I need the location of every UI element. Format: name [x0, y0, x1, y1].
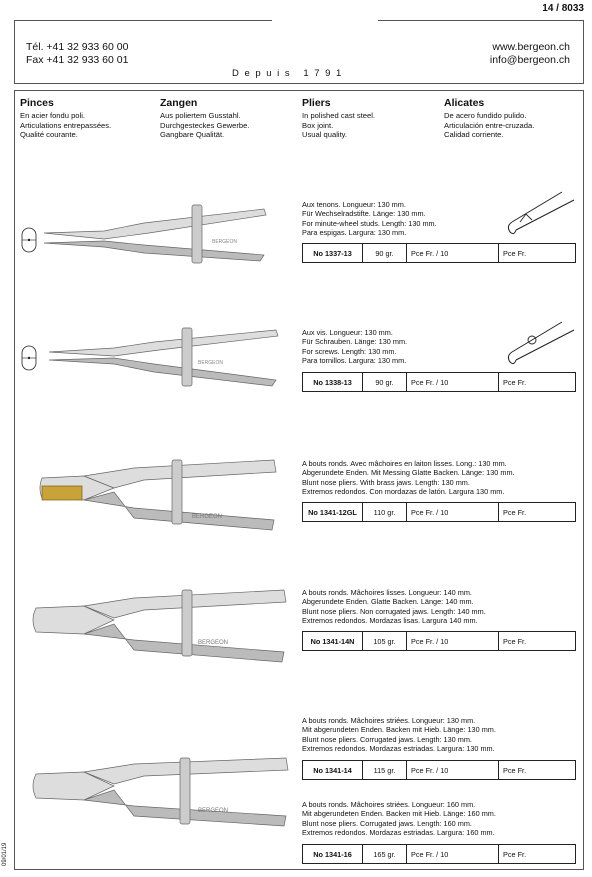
desc-line: A bouts ronds. Mâchoires striées. Longueur: 130 mm. — [302, 716, 476, 725]
desc-line: Extremos redondos. Mordazas lisas. Largura 140 mm. — [302, 616, 478, 626]
column-heading-de — [160, 97, 300, 140]
column-line: Articulations entrepassées. — [20, 120, 112, 130]
product-number: No 1341-12GL — [303, 503, 363, 521]
plier-1337-13-image — [14, 195, 294, 275]
plier-1338-13-image — [14, 318, 294, 398]
desc-line: For minute-wheel studs. Length: 130 mm. — [302, 218, 437, 228]
column-line: De acero fundido pulido. — [444, 111, 527, 120]
brand-stamp: BERGEON — [198, 360, 224, 366]
desc-line: Blunt nose pliers. With brass jaws. Length: 130 mm. — [302, 477, 470, 487]
product-description — [302, 800, 582, 838]
plier-1341-14n-image — [14, 578, 294, 668]
product-number: No 1341-14N — [303, 632, 363, 650]
column-title: Alicates — [444, 97, 485, 109]
column-heading-en — [302, 97, 442, 140]
desc-line: Aux vis. Longueur: 130 mm. — [302, 328, 393, 337]
desc-line: Aux tenons. Longueur: 130 mm. — [302, 200, 406, 209]
contact-web-block — [490, 41, 570, 67]
column-heading-fr — [20, 97, 160, 140]
product-weight: 105 gr. — [363, 632, 407, 650]
desc-line: Blunt nose pliers. Non corrugated jaws. Length: 140 mm. — [302, 606, 486, 616]
price-per-piece: Pce Fr. — [503, 248, 527, 258]
column-line: Durchgesteckes Gewerbe. — [160, 120, 250, 130]
column-line: Box joint. — [302, 120, 334, 130]
price-per-10: Pce Fr. / 10 — [407, 244, 499, 262]
phone-number: Tél. +41 32 933 60 00 — [26, 41, 129, 53]
column-line: In polished cast steel. — [302, 111, 376, 120]
price-per-piece: Pce Fr. — [503, 377, 527, 387]
product-weight: 90 gr. — [363, 373, 407, 391]
product-weight: 115 gr. — [363, 761, 407, 779]
column-line: Qualité courante. — [20, 130, 78, 139]
desc-line: Para espigas. Largura: 130 mm. — [302, 228, 407, 238]
desc-line: For screws. Length: 130 mm. — [302, 346, 397, 356]
brand-stamp: BERGEON — [212, 239, 238, 245]
product-number: No 1338-13 — [303, 373, 363, 391]
product-row — [302, 631, 576, 651]
price-per-10: Pce Fr. / 10 — [407, 761, 499, 779]
product-description — [302, 588, 582, 626]
jaw-detail-pin-icon — [502, 186, 580, 236]
price-per-piece: Pce Fr. — [503, 636, 527, 646]
fax-number: Fax +41 32 933 60 01 — [26, 54, 129, 66]
product-row — [302, 502, 576, 522]
column-line: Usual quality. — [302, 130, 348, 139]
desc-line: Mit abgerundeten Enden. Backen mit Hieb. Länge: 160 mm. — [302, 809, 496, 819]
column-heading-es — [444, 97, 584, 140]
product-number: No 1341-14 — [303, 761, 363, 779]
desc-line: Für Schrauben. Länge: 130 mm. — [302, 337, 408, 347]
desc-line: Mit abgerundeten Enden. Backen mit Hieb. Länge: 130 mm. — [302, 725, 496, 735]
column-line: Aus poliertem Gusstahl. — [160, 111, 241, 120]
price-per-10: Pce Fr. / 10 — [407, 503, 499, 521]
desc-line: Für Wechselradstifte. Länge: 130 mm. — [302, 209, 426, 219]
column-line: Gangbare Qualität. — [160, 130, 225, 139]
column-title: Zangen — [160, 97, 198, 109]
website-link[interactable]: www.bergeon.ch — [492, 41, 570, 53]
product-description — [302, 716, 582, 754]
price-per-10: Pce Fr. / 10 — [407, 845, 499, 863]
price-per-10: Pce Fr. / 10 — [407, 373, 499, 391]
desc-line: Extremos redondos. Mordazas estriadas. Largura: 160 mm. — [302, 828, 495, 838]
desc-line: Blunt nose pliers. Corrugated jaws. Length: 160 mm. — [302, 818, 472, 828]
since-tagline: Depuis 1791 — [232, 68, 347, 79]
product-row — [302, 372, 576, 392]
desc-line: Extremos redondos. Con mordazas de latón. Largura 130 mm. — [302, 487, 505, 497]
jaw-detail-screw-icon — [502, 316, 580, 366]
product-weight: 110 gr. — [363, 503, 407, 521]
product-number: No 1337-13 — [303, 244, 363, 262]
desc-line: A bouts ronds. Mâchoires lisses. Longueur: 140 mm. — [302, 588, 472, 597]
footer-code: 09/01/19 — [2, 842, 8, 866]
column-title: Pinces — [20, 97, 54, 109]
product-weight: 165 gr. — [363, 845, 407, 863]
desc-line: Abgerundete Enden. Glatte Backen. Länge: 140 mm. — [302, 597, 474, 607]
desc-line: A bouts ronds. Mâchoires striées. Longueur: 160 mm. — [302, 800, 476, 809]
column-line: Calidad corriente. — [444, 130, 504, 139]
product-row — [302, 844, 576, 864]
product-row — [302, 243, 576, 263]
price-per-piece: Pce Fr. — [503, 765, 527, 775]
contact-phone-block — [26, 41, 128, 67]
product-row — [302, 760, 576, 780]
price-per-piece: Pce Fr. — [503, 507, 527, 517]
brand-stamp: BERGEON — [198, 808, 229, 814]
desc-line: A bouts ronds. Avec mâchoires en laiton lisses. Long.: 130 mm. — [302, 459, 507, 468]
brand-stamp: BERGEON — [192, 514, 223, 520]
page-number: 14 / 8033 — [542, 3, 584, 14]
desc-line: Blunt nose pliers. Corrugated jaws. Length: 130 mm. — [302, 734, 472, 744]
product-description — [302, 459, 582, 497]
price-per-10: Pce Fr. / 10 — [407, 632, 499, 650]
desc-line: Abgerundete Enden. Mit Messing Glatte Backen. Länge: 130 mm. — [302, 468, 515, 478]
price-per-piece: Pce Fr. — [503, 849, 527, 859]
column-line: Articulación entre-cruzada. — [444, 120, 535, 130]
column-title: Pliers — [302, 97, 331, 109]
email-link[interactable]: info@bergeon.ch — [489, 54, 570, 66]
desc-line: Para tornillos. Largura: 130 mm. — [302, 356, 407, 366]
plier-1341-12gl-image — [14, 448, 294, 538]
product-weight: 90 gr. — [363, 244, 407, 262]
desc-line: Extremos redondos. Mordazas estriadas. Largura: 130 mm. — [302, 744, 495, 754]
product-number: No 1341-16 — [303, 845, 363, 863]
plier-1341-14-16-image — [14, 750, 294, 840]
brand-stamp: BERGEON — [198, 640, 229, 646]
column-line: En acier fondu poli. — [20, 111, 86, 120]
